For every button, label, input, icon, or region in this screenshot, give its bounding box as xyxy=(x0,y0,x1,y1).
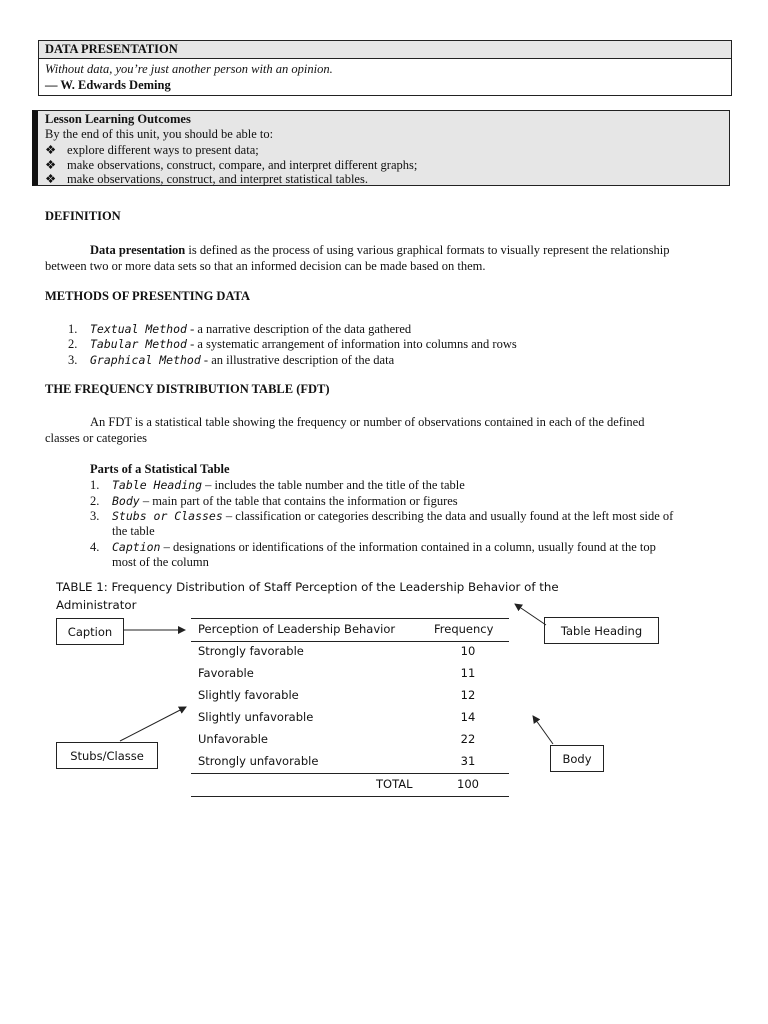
callout-body: Body xyxy=(550,745,604,772)
part-desc: – classification or categories describing the data and usually found at the left most side of xyxy=(222,509,674,523)
definition-term: Data presentation xyxy=(90,243,186,257)
table-stub: Slightly unfavorable xyxy=(198,710,314,724)
outcome-text: explore different ways to present data; xyxy=(67,143,259,157)
table-value: 10 xyxy=(460,644,476,658)
table-value: 14 xyxy=(460,710,476,724)
definition-heading: DEFINITION xyxy=(45,209,121,223)
column-header-perception: Perception of Leadership Behavior xyxy=(198,622,396,636)
definition-text: is defined as the process of using various graphical formats to visually represent the relationship xyxy=(185,243,670,257)
part-number: 3. xyxy=(90,509,100,523)
column-header-frequency: Frequency xyxy=(434,622,494,636)
part-name: Stubs or Classes xyxy=(112,509,223,523)
part-desc: – main part of the table that contains the information or figures xyxy=(139,494,458,508)
table-stub: Favorable xyxy=(198,666,254,680)
table-stub: Slightly favorable xyxy=(198,688,299,702)
table-stub: Strongly unfavorable xyxy=(198,754,319,768)
part-name: Body xyxy=(112,494,140,508)
method-desc: - an illustrative description of the data xyxy=(200,353,395,367)
part-desc: – designations or identifications of the information contained in a column, usually found at the top xyxy=(160,540,656,554)
part-name: Table Heading xyxy=(112,478,203,492)
outcomes-title: Lesson Learning Outcomes xyxy=(45,112,191,126)
fdt-heading: THE FREQUENCY DISTRIBUTION TABLE (FDT) xyxy=(45,382,330,396)
document-title: DATA PRESENTATION xyxy=(39,41,731,59)
outcomes-intro: By the end of this unit, you should be able to: xyxy=(45,127,274,141)
method-number: 2. xyxy=(68,337,78,351)
part-number: 1. xyxy=(90,478,100,492)
methods-heading: METHODS OF PRESENTING DATA xyxy=(45,289,250,303)
part-desc: – includes the table number and the title of the table xyxy=(202,478,465,492)
outcome-text: make observations, construct, compare, and interpret different graphs; xyxy=(67,158,418,172)
diamond-bullet-icon: ❖ xyxy=(45,172,57,186)
table-stub: Strongly favorable xyxy=(198,644,304,658)
table-stub: Unfavorable xyxy=(198,732,268,746)
part-item-continued: the table xyxy=(112,524,155,538)
method-number: 3. xyxy=(68,353,78,367)
method-name: Tabular Method xyxy=(90,337,187,351)
table-title-line-1: TABLE 1: Frequency Distribution of Staff Perception of the Leadership Behavior of the xyxy=(56,580,559,594)
method-name: Textual Method xyxy=(90,322,187,336)
arrow-body xyxy=(533,716,553,744)
fdt-line-1: An FDT is a statistical table showing the frequency or number of observations contained in each of the defined xyxy=(90,415,645,429)
table-value: 11 xyxy=(460,666,476,680)
part-number: 4. xyxy=(90,540,100,554)
quote-author: — W. Edwards Deming xyxy=(45,78,171,92)
method-desc: - a systematic arrangement of information into columns and rows xyxy=(186,337,517,351)
table-title-line-2: Administrator xyxy=(56,598,137,612)
callout-stubs: Stubs/Classe xyxy=(56,742,158,769)
table-value: 12 xyxy=(460,688,476,702)
method-number: 1. xyxy=(68,322,78,336)
part-name: Caption xyxy=(112,540,161,554)
diamond-bullet-icon: ❖ xyxy=(45,158,57,172)
callout-caption: Caption xyxy=(56,618,124,645)
table-total-value: 100 xyxy=(457,777,479,791)
part-item-continued: most of the column xyxy=(112,555,209,569)
table-value: 31 xyxy=(460,754,476,768)
fdt-line-2: classes or categories xyxy=(45,431,148,445)
method-name: Graphical Method xyxy=(90,353,201,367)
callout-table-heading: Table Heading xyxy=(544,617,659,644)
diamond-bullet-icon: ❖ xyxy=(45,143,57,157)
part-number: 2. xyxy=(90,494,100,508)
parts-heading: Parts of a Statistical Table xyxy=(90,462,230,476)
arrow-stubs xyxy=(120,707,186,741)
definition-line-2: between two or more data sets so that an informed decision can be made based on them. xyxy=(45,259,486,273)
table-value: 22 xyxy=(460,732,476,746)
method-desc: - a narrative description of the data gathered xyxy=(186,322,412,336)
arrow-table-heading xyxy=(515,604,546,625)
outcome-text: make observations, construct, and interpret statistical tables. xyxy=(67,172,368,186)
table-total-label: TOTAL xyxy=(376,777,413,791)
quote-text: Without data, you’re just another person with an opinion. xyxy=(45,62,333,76)
